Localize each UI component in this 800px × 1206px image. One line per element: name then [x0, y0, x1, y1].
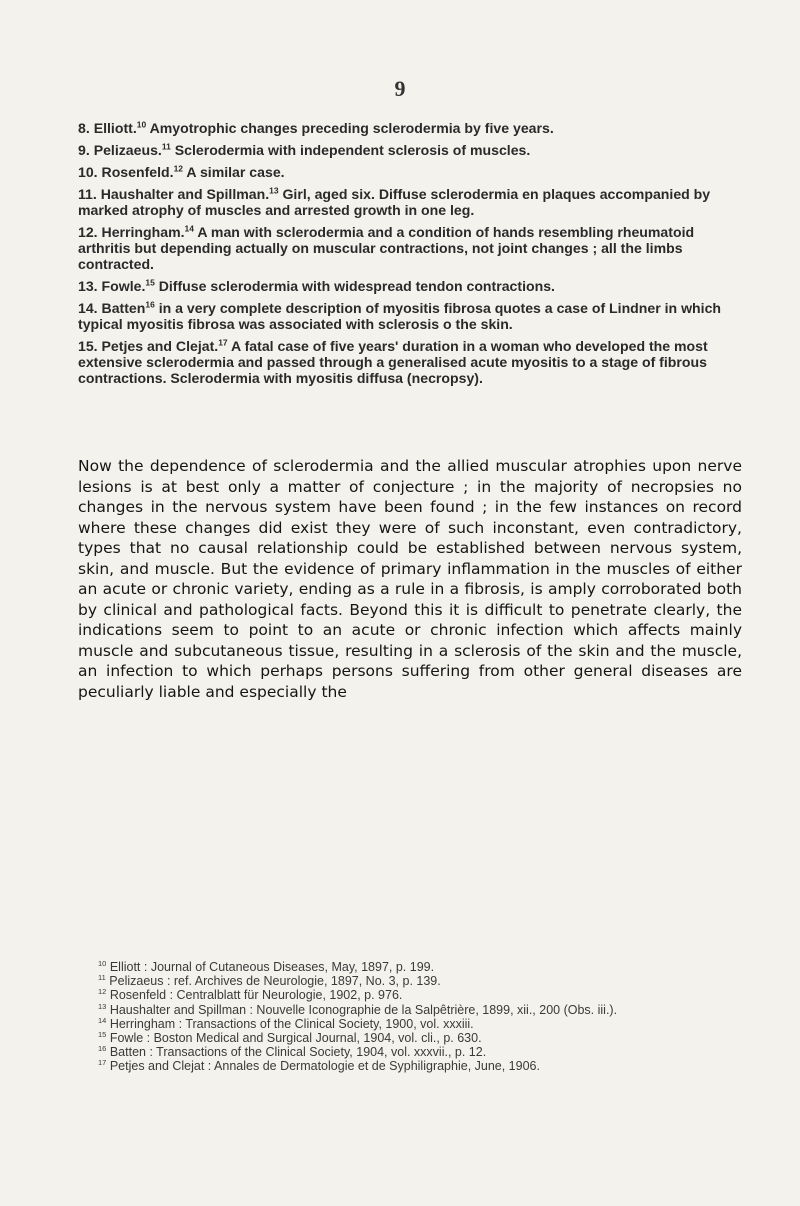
footnote: $^{16}$ Batten : Transactions of the Clinical Society, 1904, vol. xxxvii., p. 12.: [98, 1044, 487, 1060]
case-text: Sclerodermia with independent sclerosis of muscles.: [174, 142, 531, 158]
case-list: [78, 120, 742, 392]
case-text: Girl, aged six. Diffuse sclerodermia en plaques accompanied by marked atrophy of muscles and arrested growth in one leg.: [78, 186, 711, 218]
case-text: A similar case.: [186, 164, 285, 180]
page-number: 9: [394, 76, 406, 101]
footnote: $^{12}$ Rosenfeld : Centralblatt für Neurologie, 1902, p. 976.: [98, 987, 403, 1003]
case-text: Diffuse sclerodermia with widespread tendon contractions.: [158, 278, 555, 294]
footnote: $^{15}$ Fowle : Boston Medical and Surgical Journal, 1904, vol. cli., p. 630.: [98, 1029, 482, 1046]
footnote: $^{13}$ Haushalter and Spillman : Nouvelle Iconographie de la Salpêtrière, 1899, xii., 200 (Obs. iii.).: [98, 1001, 618, 1017]
case-item: 14. Batten$^{16}$ in a very complete description of myositis fibrosa quotes a case of Lindner in which typical myositis fibrosa was associated with sclerosis o the skin.: [78, 299, 722, 332]
case-item: 8. Elliott.$^{10}$ Amyotrophic changes preceding sclerodermia by five years.: [78, 119, 554, 136]
body-paragraph: Now the dependence of sclerodermia and the allied muscular atrophies upon nerve lesions is at best only a matter of conjecture ; in the majority of necropsies no changes in the nervous system have been found ; in the few instances on record where these changes did exist they were of such inconstant, even contradictory, types that no causal relationship could be established between nervous system, skin, and muscle. But the evidence of primary inflammation in the muscles of either an acute or chronic variety, ending as a rule in a fibrosis, is amply corroborated both by clinical and pathological facts. Beyond this it is difficult to penetrate clearly, the indications seem to point to an acute or chronic infection which affects mainly muscle and subcutaneous tissue, resulting in a sclerosis of the skin and the muscle, an infection to which perhaps persons suffering from other general diseases are peculiarly liable and especially the: [78, 457, 742, 701]
case-item: 15. Petjes and Clejat.$^{17}$ A fatal case of five years' duration in a woman who developed the most extensive sclerodermia and passed through a generalised acute myositis to a stage of fibrous contractions. Sclerodermia with myositis diffusa (necropsy).: [78, 337, 708, 386]
footnote: $^{17}$ Petjes and Clejat : Annales de Dermatologie et de Syphiligraphie, June, 1906.: [98, 1058, 540, 1074]
case-text: Amyotrophic changes preceding sclerodermia by five years.: [149, 120, 554, 136]
case-item: 12. Herringham.$^{14}$ A man with sclerodermia and a condition of hands resembling rheumatoid arthritis but depending actually on muscular contractions, not joint changes ; all the limbs contracted.: [78, 223, 695, 272]
case-text: in a very complete description of myositis fibrosa quotes a case of Lindner in which typical myositis fibrosa was associated with sclerosis o the skin.: [78, 300, 722, 332]
footnote: $^{14}$ Herringham : Transactions of the Clinical Society, 1900, vol. xxxiii.: [98, 1015, 474, 1031]
footnote: $^{11}$ Pelizaeus : ref. Archives de Neurologie, 1897, No. 3, p. 139.: [98, 973, 441, 989]
case-item: 10. Rosenfeld.$^{12}$ A similar case.: [78, 163, 285, 180]
case-text: A man with sclerodermia and a condition of hands resembling rheumatoid arthritis but depending actually on muscular contractions, not joint changes ; all the limbs contracted.: [78, 224, 695, 272]
case-item: 13. Fowle.$^{15}$ Diffuse sclerodermia with widespread tendon contractions.: [78, 277, 555, 294]
case-text: A fatal case of five years' duration in a woman who developed the most extensive sclerodermia and passed through a generalised acute myositis to a stage of fibrous contractions. Sclerodermia with myositis diffusa (necropsy).: [78, 338, 708, 386]
case-item: 11. Haushalter and Spillman.$^{13}$ Girl, aged six. Diffuse sclerodermia en plaques accompanied by marked atrophy of muscles and arrested growth in one leg.: [78, 185, 711, 218]
footnote: $^{10}$ Elliott : Journal of Cutaneous Diseases, May, 1897, p. 199.: [98, 958, 435, 974]
footnotes: [78, 960, 742, 1074]
case-item: 9. Pelizaeus.$^{11}$ Sclerodermia with independent sclerosis of muscles.: [78, 141, 531, 158]
